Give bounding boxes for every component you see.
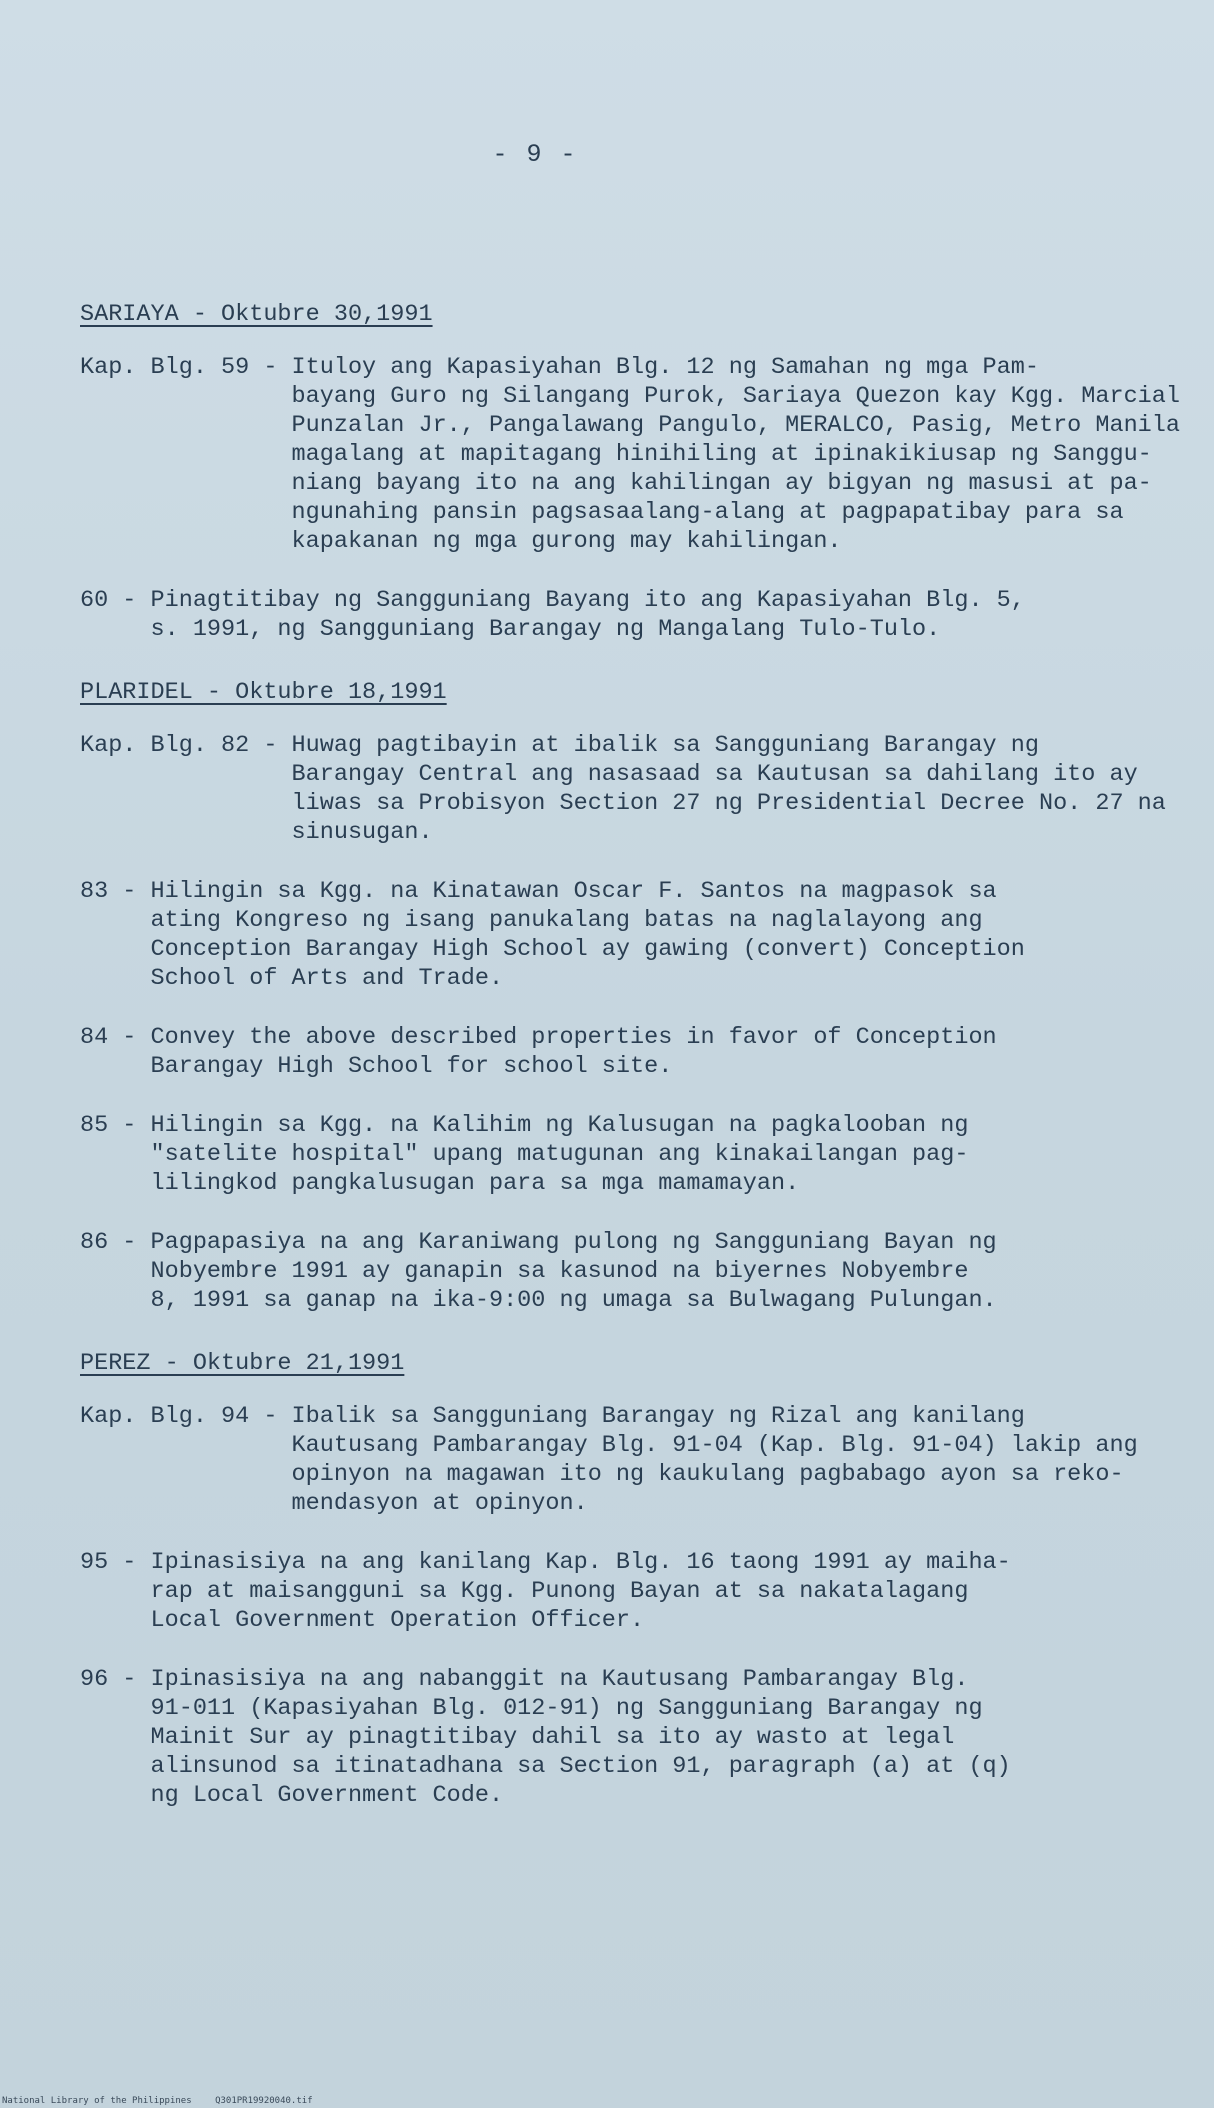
text-line: magalang at mapitagang hinihiling at ipinakikiusap ng Sanggu- bbox=[291, 441, 1152, 468]
resolution-number: 60 - bbox=[80, 587, 151, 614]
text-line: Punzalan Jr., Pangalawang Pangulo, MERALCO, Pasig, Metro Manila bbox=[291, 412, 1180, 439]
resolution-text bbox=[292, 353, 1180, 556]
resolution-entry bbox=[80, 1402, 1138, 1518]
text-line: kapakanan ng mga gurong may kahilingan. bbox=[291, 528, 842, 555]
resolution-entry bbox=[80, 1665, 1060, 1810]
resolution-number: Kap. Blg. 59 - bbox=[80, 354, 292, 381]
text-line: Local Government Operation Officer. bbox=[150, 1607, 645, 1634]
resolution-entry bbox=[80, 877, 1060, 993]
resolution-text bbox=[151, 1228, 1060, 1315]
resolution-entry bbox=[80, 1111, 1060, 1198]
text-line: School of Arts and Trade. bbox=[150, 965, 504, 992]
text-line: ng Local Government Code. bbox=[150, 1782, 504, 1809]
text-line: ngunahing pansin pagsasaalang-alang at pagpapatibay para sa bbox=[291, 499, 1124, 526]
resolution-text bbox=[151, 1111, 1060, 1198]
scan-footer bbox=[2, 2096, 331, 2106]
page-number: - 9 - bbox=[492, 140, 578, 169]
footer-file-id: Q301PR19920040.tif bbox=[215, 2096, 313, 2106]
resolution-text bbox=[292, 1402, 1138, 1518]
text-line: Pagpapasiya na ang Karaniwang pulong ng Sangguniang Bayan ng bbox=[150, 1229, 997, 1256]
resolution-number: 85 - bbox=[80, 1112, 151, 1139]
text-line: Convey the above described properties in favor of Conception bbox=[150, 1024, 997, 1051]
text-line: rap at maisangguni sa Kgg. Punong Bayan at sa nakatalagang bbox=[150, 1578, 969, 1605]
text-line: Huwag pagtibayin at ibalik sa Sangguniang Barangay ng bbox=[291, 732, 1039, 759]
footer-library: National Library of the Philippines bbox=[2, 2096, 192, 2106]
text-line: Barangay High School for school site. bbox=[150, 1053, 673, 1080]
resolution-entry bbox=[80, 1548, 1060, 1635]
text-line: 8, 1991 sa ganap na ika-9:00 ng umaga sa Bulwagang Pulungan. bbox=[150, 1287, 997, 1314]
resolution-number: 86 - bbox=[80, 1229, 151, 1256]
text-line: Ituloy ang Kapasiyahan Blg. 12 ng Samahan ng mga Pam- bbox=[291, 354, 1039, 381]
text-line: Ipinasisiya na ang kanilang Kap. Blg. 16 taong 1991 ay maiha- bbox=[150, 1549, 1011, 1576]
resolution-number: 95 - bbox=[80, 1549, 151, 1576]
resolution-entry bbox=[80, 1228, 1060, 1315]
text-line: Conception Barangay High School ay gawing (convert) Conception bbox=[150, 936, 1025, 963]
text-line: bayang Guro ng Silangang Purok, Sariaya Quezon kay Kgg. Marcial bbox=[291, 383, 1180, 410]
text-line: Mainit Sur ay pinagtitibay dahil sa ito ay wasto at legal bbox=[150, 1724, 955, 1751]
resolution-text bbox=[292, 731, 1166, 847]
resolution-text bbox=[151, 1023, 1060, 1081]
section-heading: PEREZ - Oktubre 21,1991 bbox=[80, 1350, 405, 1377]
text-line: Ibalik sa Sangguniang Barangay ng Rizal ang kanilang bbox=[291, 1403, 1025, 1430]
resolution-entry bbox=[80, 586, 1060, 644]
resolution-entry bbox=[80, 1023, 1060, 1081]
resolution-text bbox=[151, 1665, 1060, 1810]
resolution-number: Kap. Blg. 82 - bbox=[80, 732, 292, 759]
text-line: s. 1991, ng Sangguniang Barangay ng Mangalang Tulo-Tulo. bbox=[150, 616, 941, 643]
text-line: Nobyembre 1991 ay ganapin sa kasunod na biyernes Nobyembre bbox=[150, 1258, 969, 1285]
document-body bbox=[80, 300, 1180, 1840]
text-line: 91-011 (Kapasiyahan Blg. 012-91) ng Sangguniang Barangay ng bbox=[150, 1695, 983, 1722]
resolution-entry bbox=[80, 731, 1166, 847]
resolution-number: Kap. Blg. 94 - bbox=[80, 1403, 292, 1430]
section-heading: PLARIDEL - Oktubre 18,1991 bbox=[80, 679, 447, 706]
text-line: alinsunod sa itinatadhana sa Section 91, paragraph (a) at (q) bbox=[150, 1753, 1011, 1780]
text-line: "satelite hospital" upang matugunan ang kinakailangan pag- bbox=[150, 1141, 969, 1168]
text-line: opinyon na magawan ito ng kaukulang pagbabago ayon sa reko- bbox=[291, 1461, 1124, 1488]
text-line: Pinagtitibay ng Sangguniang Bayang ito ang Kapasiyahan Blg. 5, bbox=[150, 587, 1025, 614]
text-line: Hilingin sa Kgg. na Kinatawan Oscar F. Santos na magpasok sa bbox=[150, 878, 997, 905]
resolution-text bbox=[151, 1548, 1060, 1635]
text-line: mendasyon at opinyon. bbox=[291, 1490, 588, 1517]
text-line: sinusugan. bbox=[291, 819, 433, 846]
text-line: niang bayang ito na ang kahilingan ay bigyan ng masusi at pa- bbox=[291, 470, 1152, 497]
text-line: ating Kongreso ng isang panukalang batas na naglalayong ang bbox=[150, 907, 983, 934]
resolution-number: 96 - bbox=[80, 1666, 151, 1693]
resolution-number: 83 - bbox=[80, 878, 151, 905]
text-line: liwas sa Probisyon Section 27 ng Presidential Decree No. 27 na bbox=[291, 790, 1166, 817]
resolution-number: 84 - bbox=[80, 1024, 151, 1051]
section-heading: SARIAYA - Oktubre 30,1991 bbox=[80, 301, 433, 328]
text-line: Ipinasisiya na ang nabanggit na Kautusang Pambarangay Blg. bbox=[150, 1666, 969, 1693]
text-line: Hilingin sa Kgg. na Kalihim ng Kalusugan na pagkalooban ng bbox=[150, 1112, 969, 1139]
resolution-text bbox=[151, 877, 1060, 993]
text-line: Barangay Central ang nasasaad sa Kautusan sa dahilang ito ay bbox=[291, 761, 1138, 788]
resolution-entry bbox=[80, 353, 1180, 556]
text-line: Kautusang Pambarangay Blg. 91-04 (Kap. Blg. 91-04) lakip ang bbox=[291, 1432, 1138, 1459]
text-line: lilingkod pangkalusugan para sa mga mamamayan. bbox=[150, 1170, 800, 1197]
resolution-text bbox=[151, 586, 1060, 644]
